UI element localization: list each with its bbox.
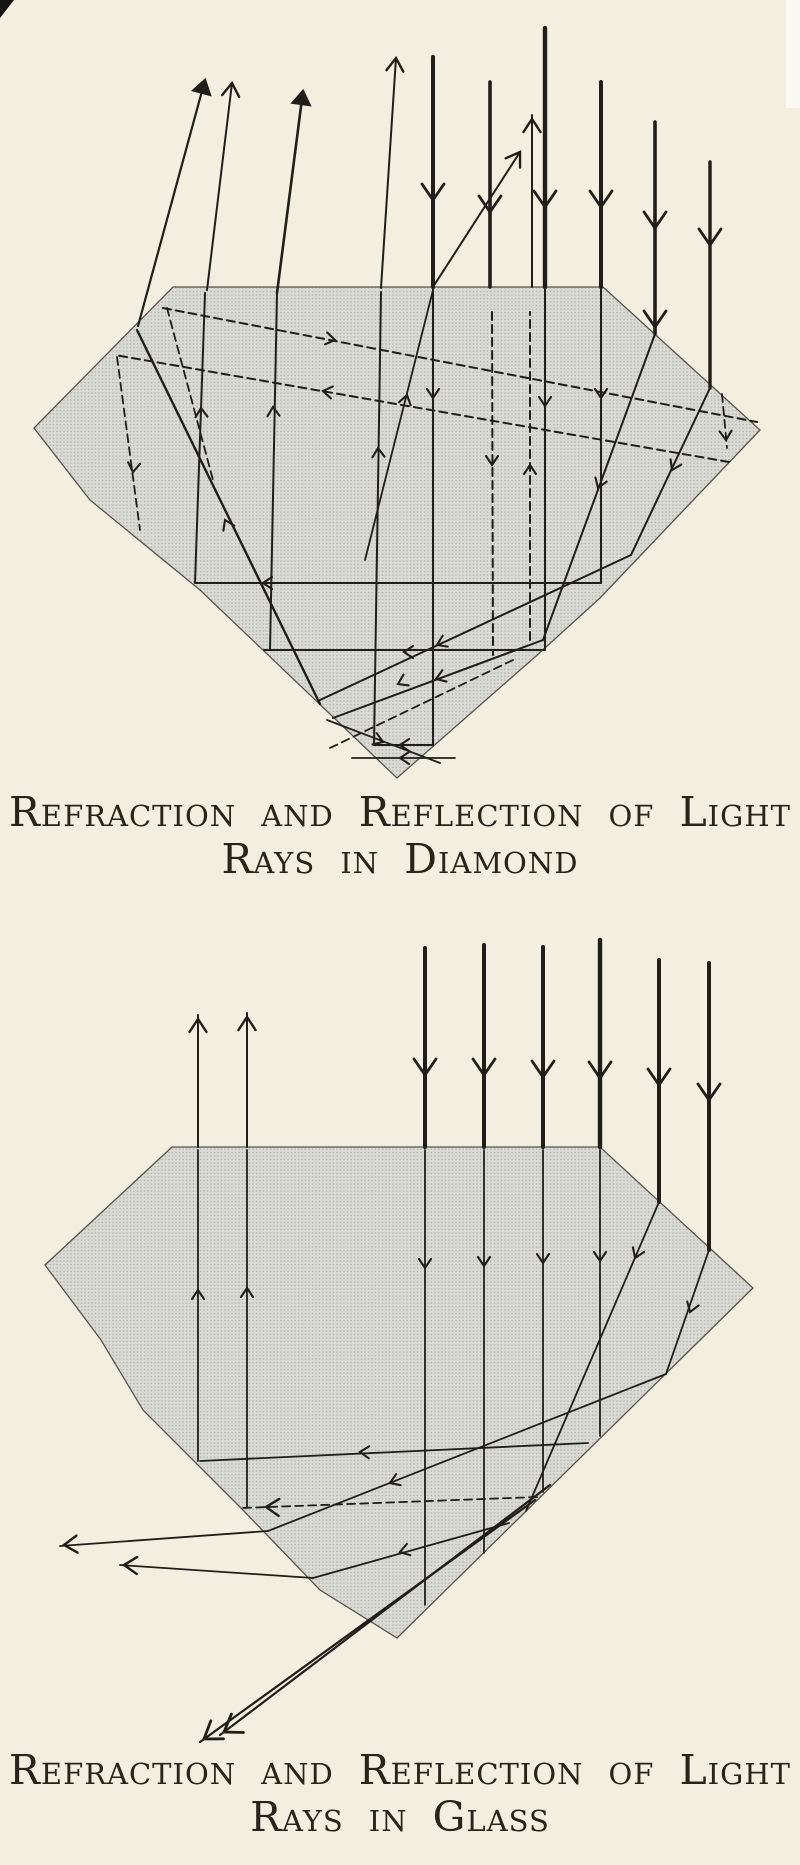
glass-gem-cross-section (45, 1147, 753, 1638)
caption-glass-line1: Refraction and Reflection of Light (9, 1746, 791, 1794)
arrowhead-icon (293, 90, 312, 105)
light-ray (277, 91, 303, 293)
scan-artifact-corner-mark (0, 0, 14, 18)
figure-glass (45, 940, 753, 1748)
arrowhead-icon (193, 78, 213, 95)
light-ray (492, 312, 493, 655)
caption-diamond-line2: Rays in Diamond (221, 835, 579, 883)
scan-artifact-page-edge (786, 0, 800, 108)
caption-glass-line2: Rays in Glass (250, 1793, 550, 1841)
light-ray (433, 152, 520, 287)
light-ray (381, 58, 396, 288)
caption-diamond (0, 789, 800, 883)
caption-glass (0, 1747, 800, 1841)
diamond-gem-cross-section (34, 287, 760, 778)
light-ray (60, 1531, 268, 1546)
light-ray (207, 83, 232, 290)
figure-diamond (34, 28, 760, 778)
caption-diamond-line1: Refraction and Reflection of Light (9, 788, 791, 836)
light-ray (120, 1565, 313, 1578)
